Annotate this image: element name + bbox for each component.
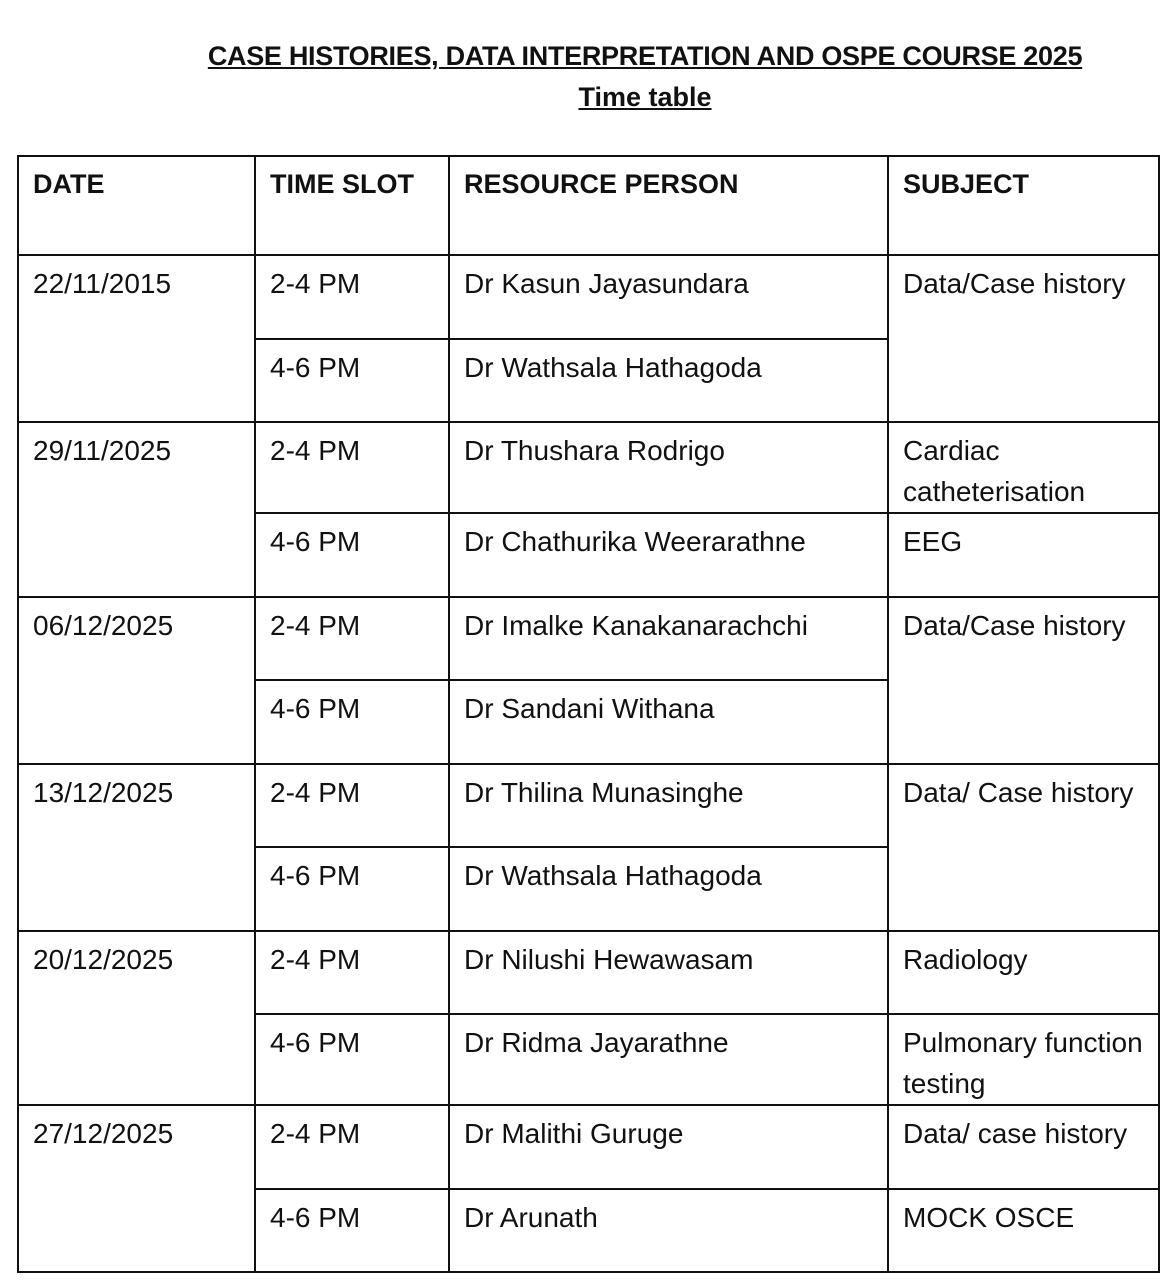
time-slot-cell: 2-4 PM (255, 422, 449, 513)
time-slot-cell: 2-4 PM (255, 597, 449, 681)
resource-person-cell: Dr Nilushi Hewawasam (449, 931, 888, 1015)
resource-person-cell: Dr Wathsala Hathagoda (449, 339, 888, 423)
resource-person-cell: Dr Wathsala Hathagoda (449, 847, 888, 931)
subject-cell: Radiology (888, 931, 1159, 1015)
resource-person-cell: Dr Kasun Jayasundara (449, 255, 888, 339)
date-cell: 20/12/2025 (18, 931, 255, 1106)
subject-cell: EEG (888, 513, 1159, 597)
time-slot-cell: 4-6 PM (255, 1189, 449, 1273)
subject-cell: Data/ Case history (888, 764, 1159, 931)
resource-person-cell: Dr Malithi Guruge (449, 1105, 888, 1189)
table-row (18, 1105, 1159, 1189)
table-row (18, 597, 1159, 681)
resource-person-cell: Dr Ridma Jayarathne (449, 1014, 888, 1105)
time-slot-cell: 2-4 PM (255, 764, 449, 848)
timetable-body (18, 255, 1159, 1272)
resource-person-cell: Dr Thilina Munasinghe (449, 764, 888, 848)
subject-cell: Cardiac catheterisation (888, 422, 1159, 513)
document-subtitle: Time table (578, 82, 712, 112)
time-slot-cell: 2-4 PM (255, 931, 449, 1015)
table-row (18, 931, 1159, 1015)
time-slot-cell: 4-6 PM (255, 680, 449, 764)
subject-cell: MOCK OSCE (888, 1189, 1159, 1273)
table-row (18, 422, 1159, 513)
date-cell: 13/12/2025 (18, 764, 255, 931)
date-cell: 27/12/2025 (18, 1105, 255, 1272)
time-slot-cell: 2-4 PM (255, 1105, 449, 1189)
date-cell: 06/12/2025 (18, 597, 255, 764)
header-date: DATE (18, 156, 255, 255)
table-row (18, 764, 1159, 848)
time-slot-cell: 4-6 PM (255, 339, 449, 423)
time-slot-cell: 4-6 PM (255, 513, 449, 597)
resource-person-cell: Dr Chathurika Weerarathne (449, 513, 888, 597)
resource-person-cell: Dr Sandani Withana (449, 680, 888, 764)
subject-cell: Data/Case history (888, 597, 1159, 764)
timetable (17, 155, 1160, 1273)
header-time-slot: TIME SLOT (255, 156, 449, 255)
resource-person-cell: Dr Thushara Rodrigo (449, 422, 888, 513)
subject-cell: Data/Case history (888, 255, 1159, 422)
time-slot-cell: 4-6 PM (255, 1014, 449, 1105)
resource-person-cell: Dr Arunath (449, 1189, 888, 1273)
table-row (18, 255, 1159, 339)
time-slot-cell: 2-4 PM (255, 255, 449, 339)
subject-cell: Data/ case history (888, 1105, 1159, 1189)
resource-person-cell: Dr Imalke Kanakanarachchi (449, 597, 888, 681)
header-row (18, 156, 1159, 255)
date-cell: 29/11/2025 (18, 422, 255, 597)
date-cell: 22/11/2015 (18, 255, 255, 422)
header-subject: SUBJECT (888, 156, 1159, 255)
time-slot-cell: 4-6 PM (255, 847, 449, 931)
header-resource-person: RESOURCE PERSON (449, 156, 888, 255)
subject-cell: Pulmonary function testing (888, 1014, 1159, 1105)
document-title: CASE HISTORIES, DATA INTERPRETATION AND OSPE COURSE 2025 (207, 41, 1083, 71)
